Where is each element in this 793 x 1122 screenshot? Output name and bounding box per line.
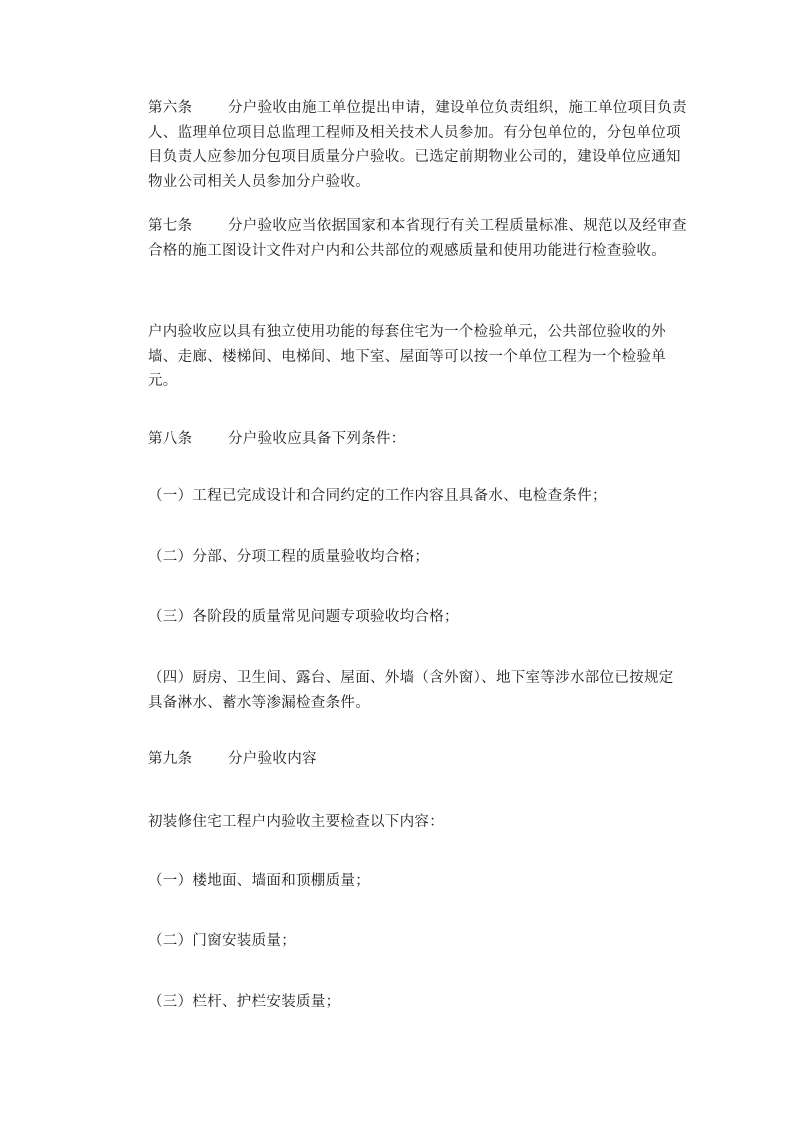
article-number: 第八条 <box>148 431 193 447</box>
paragraph-text: （一）工程已完成设计和合同约定的工作内容且具备水、电检查条件； <box>148 488 607 504</box>
list-item-condition-4 <box>148 666 688 715</box>
list-item-condition-2 <box>148 545 688 570</box>
paragraph-text: 分户验收应具备下列条件： <box>228 431 406 447</box>
list-item-content-1 <box>148 869 688 894</box>
list-item-content-2 <box>148 929 688 954</box>
list-item-content-3 <box>148 990 688 1015</box>
paragraph-inspection-intro <box>148 810 688 835</box>
list-item-condition-1 <box>148 484 688 509</box>
paragraph-text: 户内验收应以具有独立使用功能的每套住宅为一个检验单元，公共部位验收的外墙、走廊、楼梯间、电梯间、地下室、屋面等可以按一个单位工程为一个检验单元。 <box>148 324 666 389</box>
paragraph-article-6 <box>148 96 688 194</box>
paragraph-text: 分户验收由施工单位提出申请，建设单位负责组织，施工单位项目负责人、监理单位项目总监理工程师及相关技术人员参加。有分包单位的，分包单位项目负责人应参加分包项目质量分户验收。已选定前期物业公司的，建设单位应通知物业公司相关人员参加分户验收。 <box>148 100 687 190</box>
paragraph-text: 初装修住宅工程户内验收主要检查以下内容： <box>148 814 444 830</box>
paragraph-text: （一）楼地面、墙面和顶棚质量； <box>148 873 370 889</box>
article-number: 第七条 <box>148 218 193 234</box>
paragraph-text: （三）栏杆、护栏安装质量； <box>148 994 341 1010</box>
paragraph-text: （四）厨房、卫生间、露台、屋面、外墙（含外窗）、地下室等涉水部位已按规定具备淋水、蓄水等渗漏检查条件。 <box>148 670 674 711</box>
paragraph-article-7 <box>148 214 688 263</box>
paragraph-text: （二）门窗安装质量； <box>148 933 296 949</box>
paragraph-text: （三）各阶段的质量常见问题专项验收均合格； <box>148 609 459 625</box>
paragraph-text: 分户验收内容 <box>228 751 317 767</box>
paragraph-article-8 <box>148 427 688 452</box>
paragraph-article-9 <box>148 747 688 772</box>
article-number: 第六条 <box>148 100 193 116</box>
paragraph-inspection-unit <box>148 320 688 394</box>
paragraph-text: （二）分部、分项工程的质量验收均合格； <box>148 549 430 565</box>
article-number: 第九条 <box>148 751 193 767</box>
list-item-condition-3 <box>148 605 688 630</box>
paragraph-text: 分户验收应当依据国家和本省现行有关工程质量标准、规范以及经审查合格的施工图设计文件对户内和公共部位的观感质量和使用功能进行检查验收。 <box>148 218 687 259</box>
